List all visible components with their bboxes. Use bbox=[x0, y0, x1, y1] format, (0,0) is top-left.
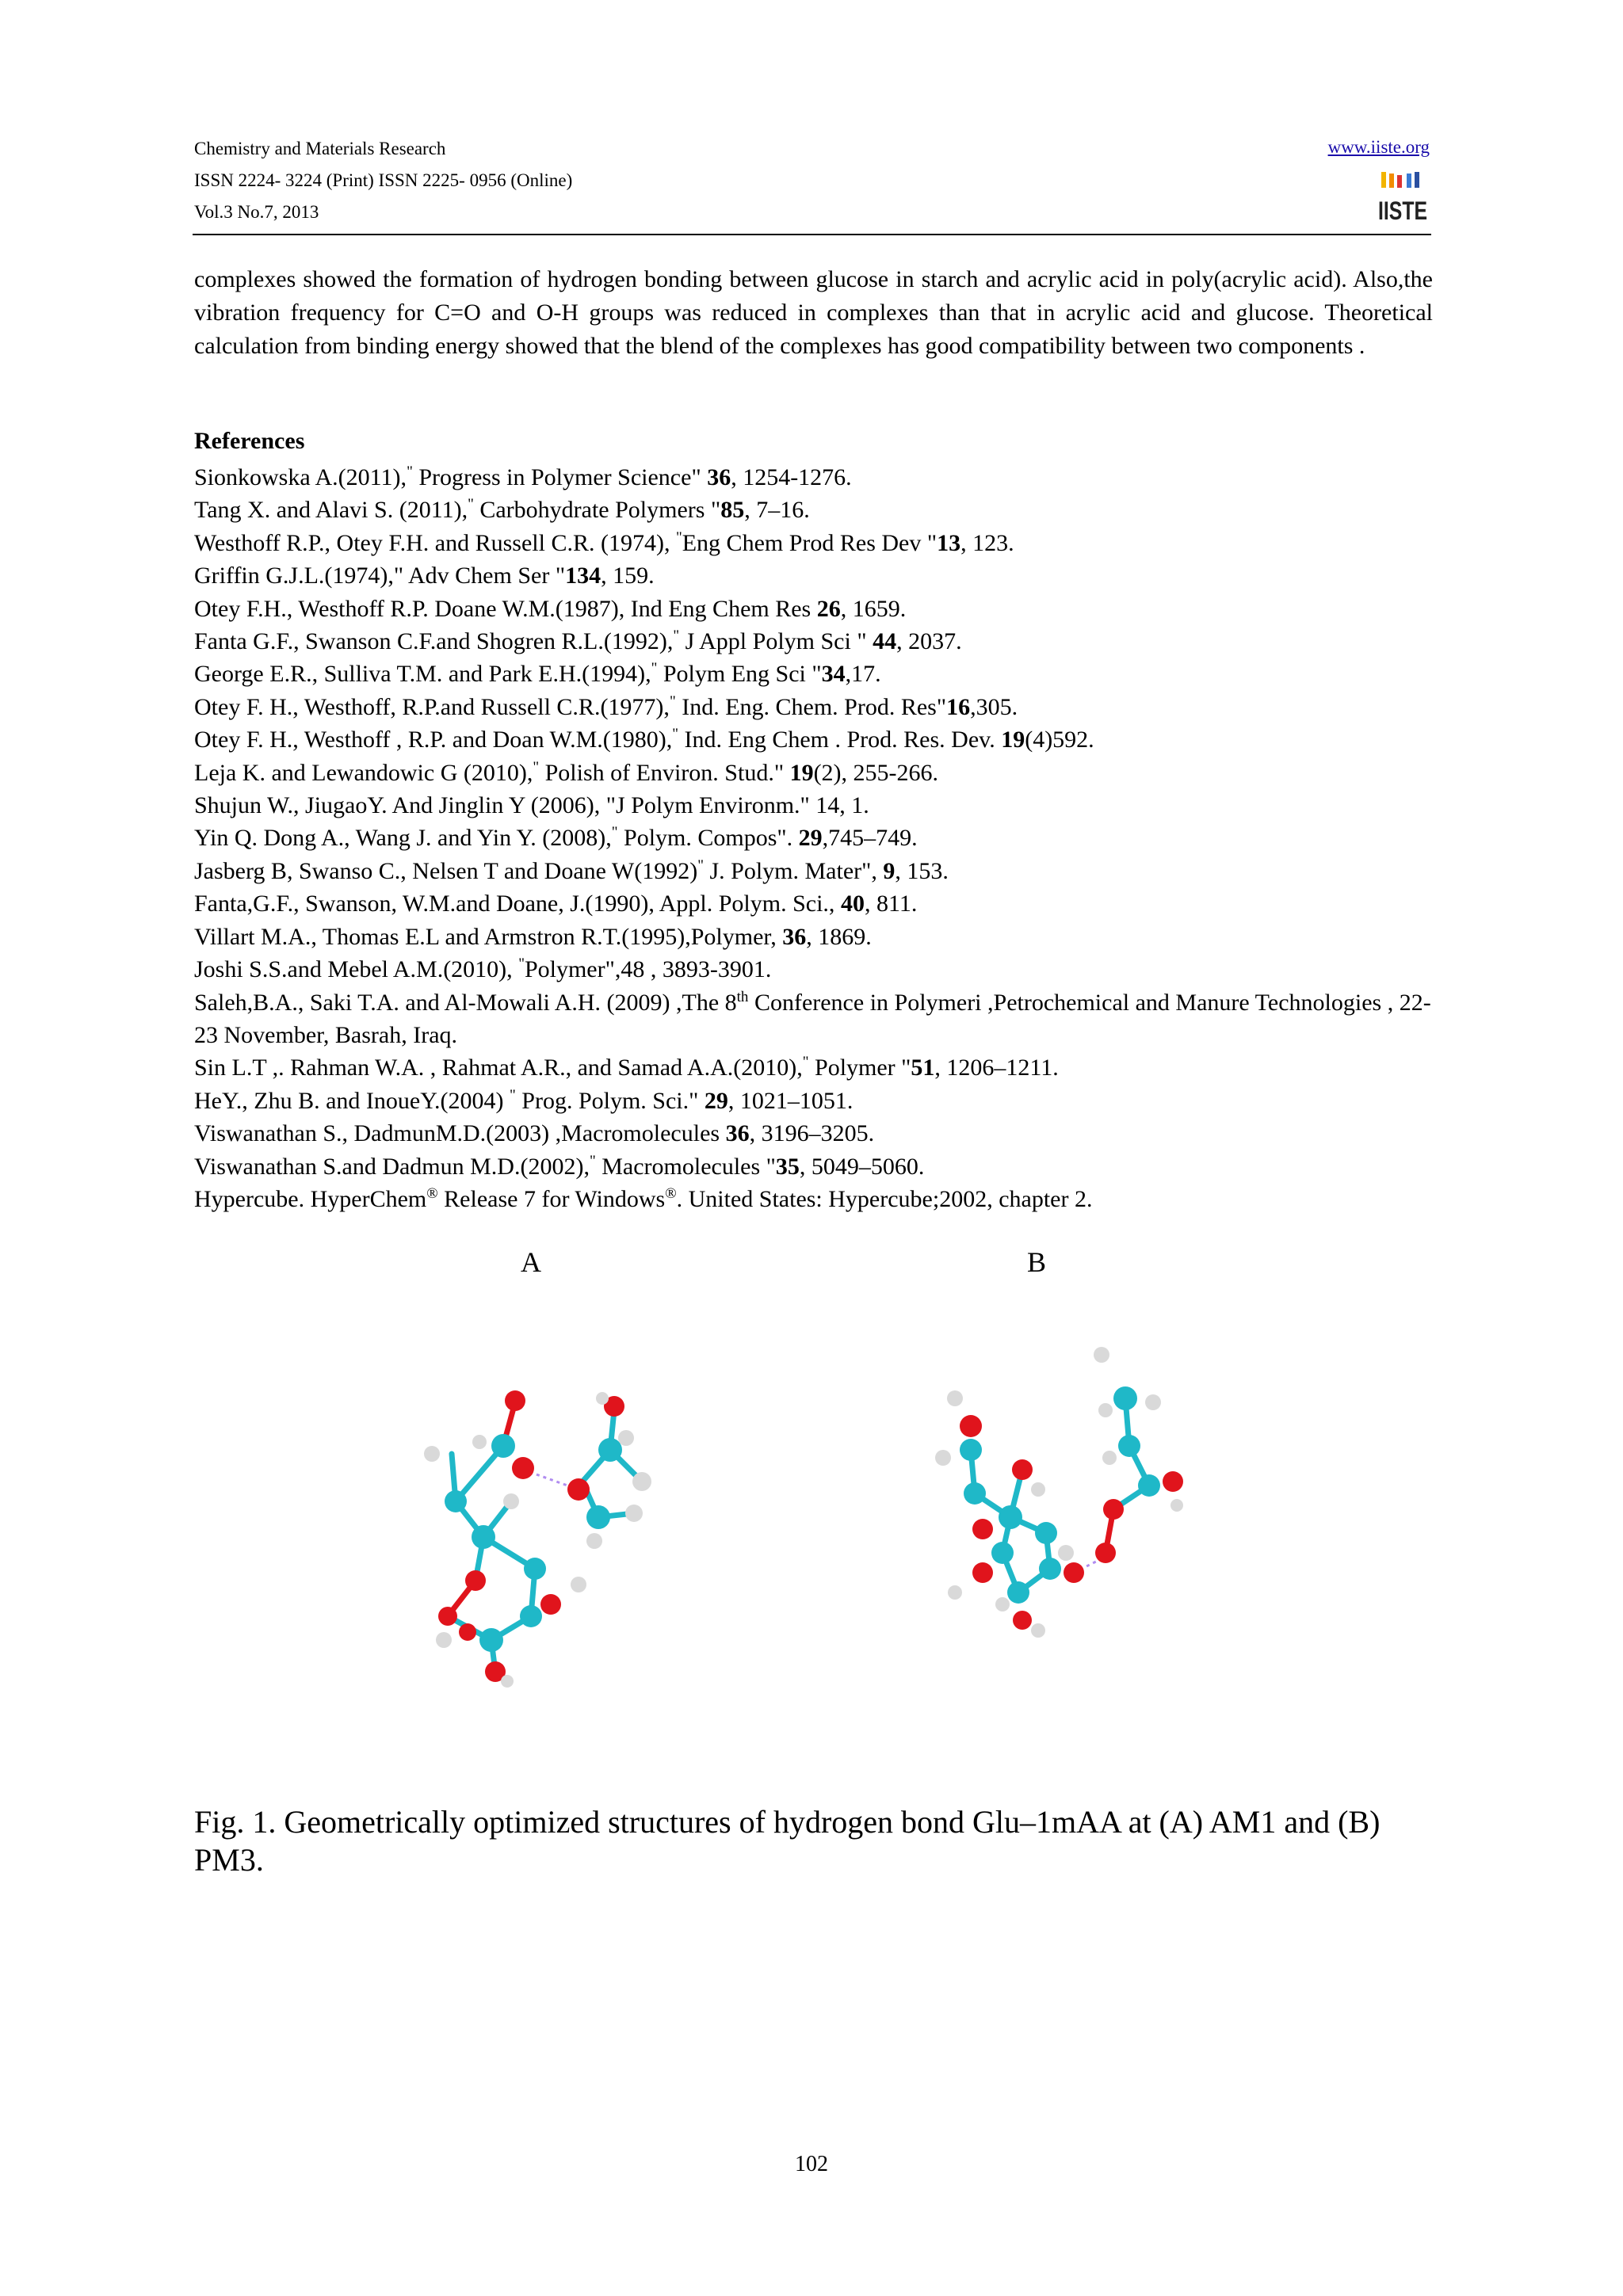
ref-bold: 85 bbox=[720, 497, 745, 524]
ref-post: , 159. bbox=[601, 563, 655, 589]
reference-item bbox=[194, 855, 1438, 887]
references-heading: References bbox=[194, 428, 305, 454]
ref-post: , 1254-1276. bbox=[731, 464, 852, 490]
ref-bold: 13 bbox=[937, 529, 961, 556]
ref-post: ,17. bbox=[845, 661, 881, 688]
ref-post: (2), 255-266. bbox=[813, 759, 939, 786]
ref-post: . United States: Hypercube;2002, chapter 2. bbox=[676, 1185, 1093, 1212]
ref-post: , 1021–1051. bbox=[727, 1087, 854, 1114]
ref-sup: " bbox=[407, 463, 413, 480]
reference-item bbox=[194, 1117, 1438, 1150]
ref-bold: 36 bbox=[725, 1120, 750, 1147]
ref-pre: HeY., Zhu B. and InoueY.(2004) bbox=[194, 1087, 510, 1114]
references-list bbox=[194, 461, 1438, 1215]
ref-pre: Tang X. and Alavi S. (2011), bbox=[194, 497, 468, 524]
reference-item bbox=[194, 887, 1438, 920]
bonds bbox=[971, 1398, 1149, 1592]
ref-pre: Fanta,G.F., Swanson, W.M.and Doane, J.(1990), Appl. Polym. Sci., bbox=[194, 891, 841, 917]
ref-title: Polish of Environ. Stud." bbox=[539, 759, 790, 786]
ref-mid: " bbox=[691, 464, 708, 490]
reference-item bbox=[194, 757, 1438, 789]
ref-post: (4)592. bbox=[1025, 727, 1094, 753]
ref-bold: 29 bbox=[704, 1087, 728, 1114]
reference-item bbox=[194, 1085, 1438, 1117]
reference-item bbox=[194, 658, 1438, 690]
ref-post: , 811. bbox=[864, 891, 918, 917]
reference-item bbox=[194, 723, 1438, 756]
reference-item bbox=[194, 559, 1438, 592]
reference-item bbox=[194, 1150, 1438, 1183]
ref-sup: " bbox=[468, 496, 474, 513]
ref-bold: 44 bbox=[873, 628, 897, 655]
ref-pre: Fanta G.F., Swanson C.F.and Shogren R.L.(1992), bbox=[194, 628, 674, 655]
ref-title: Polymer",48 , 3893-3901. bbox=[524, 956, 772, 983]
volume-line: Vol.3 No.7, 2013 bbox=[194, 202, 319, 222]
atoms bbox=[424, 1390, 651, 1688]
ref-title: Polym Eng Sci " bbox=[657, 661, 822, 688]
ref-title: Ind. Eng Chem . Prod. Res. Dev. bbox=[678, 727, 1002, 753]
ref-pre: Otey F.H., Westhoff R.P. Doane W.M.(1987), Ind Eng Chem Res bbox=[194, 595, 817, 622]
ref-title: Ind. Eng. Chem. Prod. Res" bbox=[675, 693, 947, 720]
ref-sup: " bbox=[675, 528, 682, 546]
ref-bold: 51 bbox=[911, 1055, 935, 1081]
ref-post: , 3196–3205. bbox=[749, 1120, 875, 1147]
ref-pre: Joshi S.S.and Mebel A.M.(2010), bbox=[194, 956, 519, 983]
ref-post: , 2037. bbox=[896, 628, 962, 655]
ref-pre: Villart M.A., Thomas E.L and Armstron R.T.(1995),Polymer, bbox=[194, 923, 783, 950]
ref-bold: 19 bbox=[789, 759, 814, 786]
ref-post: , 1659. bbox=[840, 595, 907, 622]
ref-post: , 7–16. bbox=[744, 497, 810, 524]
ref-bold: 26 bbox=[816, 595, 841, 622]
reference-item bbox=[194, 953, 1438, 986]
ref-post: ,745–749. bbox=[822, 825, 918, 852]
figure-label-b: B bbox=[1027, 1246, 1047, 1278]
reference-item bbox=[194, 527, 1438, 559]
reference-item bbox=[194, 593, 1438, 625]
ref-sup: " bbox=[518, 955, 525, 973]
ref-title: Release 7 for Windows bbox=[437, 1185, 666, 1212]
ref-bold: 19 bbox=[1001, 727, 1025, 753]
ref-title: Polymer " bbox=[808, 1055, 911, 1081]
ref-title: J. Polym. Mater", bbox=[703, 857, 884, 884]
ref-bold: 36 bbox=[707, 464, 731, 490]
ref-sup: " bbox=[589, 1152, 596, 1169]
ref-title: Progress in Polymer Science bbox=[412, 464, 692, 490]
ref-sup: " bbox=[673, 627, 680, 645]
ref-title: Eng Chem Prod Res Dev " bbox=[682, 529, 938, 556]
ref-bold: 35 bbox=[775, 1153, 800, 1180]
ref-title: Carbohydrate Polymers " bbox=[473, 497, 721, 524]
issn-line: ISSN 2224- 3224 (Print) ISSN 2225- 0956 (Online) bbox=[194, 170, 573, 190]
ref-sup: " bbox=[510, 1086, 516, 1104]
ref-post: , 1869. bbox=[806, 923, 872, 950]
reference-item bbox=[194, 822, 1438, 854]
ref-pre: Griffin G.J.L.(1974)," Adv Chem Ser " bbox=[194, 563, 566, 589]
ref-title: J Appl Polym Sci " bbox=[679, 628, 873, 655]
ref-bold: 9 bbox=[883, 857, 896, 884]
ref-pre: Shujun W., JiugaoY. And Jinglin Y (2006), "J Polym Environm." 14, 1. bbox=[194, 792, 869, 819]
ref-pre: George E.R., Sulliva T.M. and Park E.H.(1994), bbox=[194, 661, 651, 688]
abstract-paragraph: complexes showed the formation of hydrogen bonding between glucose in starch and acrylic acid in poly(acrylic acid). Also,the vibration frequency for C=O and O-H groups was reduced in complexes than that in acrylic acid and glucose. Theoretical calculation from binding energy showed that the blend of the complexes has good compatibility between two components . bbox=[194, 266, 1433, 359]
logo-text: IISTE bbox=[1378, 196, 1427, 225]
ref-pre: Leja K. and Lewandowic G (2010), bbox=[194, 759, 533, 786]
page-number: 102 bbox=[795, 2152, 828, 2176]
ref-pre: Sin L.T ,. Rahman W.A. , Rahmat A.R., and Samad A.A.(2010), bbox=[194, 1055, 803, 1081]
molecule-structure-b bbox=[911, 1323, 1181, 1656]
iiste-logo bbox=[1375, 169, 1430, 226]
ref-pre: Viswanathan S., DadmunM.D.(2003) ,Macromolecules bbox=[194, 1120, 726, 1147]
reference-item bbox=[194, 461, 1438, 494]
journal-url-link[interactable]: www.iiste.org bbox=[1327, 137, 1430, 157]
ref-sup: ® bbox=[426, 1184, 438, 1202]
ref-sup: " bbox=[651, 660, 658, 677]
ref-sup: " bbox=[697, 856, 704, 874]
figure-label-a: A bbox=[521, 1246, 541, 1278]
reference-item bbox=[194, 1051, 1438, 1084]
ref-bold: 134 bbox=[565, 563, 601, 589]
reference-item bbox=[194, 691, 1438, 723]
ref-bold: 16 bbox=[946, 693, 971, 720]
reference-item bbox=[194, 625, 1438, 658]
reference-item bbox=[194, 921, 1438, 953]
ref-pre: Sionkowska A.(2011), bbox=[194, 464, 407, 490]
ref-mid: ® bbox=[665, 1184, 677, 1202]
ref-pre: Hypercube. HyperChem bbox=[194, 1185, 427, 1212]
ref-bold: 29 bbox=[798, 825, 823, 852]
ref-title: Prog. Polym. Sci." bbox=[515, 1087, 705, 1114]
reference-item bbox=[194, 986, 1438, 1052]
ref-sup: " bbox=[669, 692, 676, 710]
ref-post: , 5049–5060. bbox=[799, 1153, 925, 1180]
ref-bold: 40 bbox=[840, 891, 865, 917]
ref-post: , 153. bbox=[895, 857, 949, 884]
ref-sup: " bbox=[533, 758, 540, 776]
ref-post: , 1206–1211. bbox=[934, 1055, 1059, 1081]
ref-sup: " bbox=[672, 726, 679, 743]
ref-pre: Yin Q. Dong A., Wang J. and Yin Y. (2008), bbox=[194, 825, 612, 852]
reference-item bbox=[194, 789, 1438, 822]
molecule-structure-a bbox=[380, 1371, 713, 1688]
journal-name: Chemistry and Materials Research bbox=[194, 139, 446, 158]
ref-title: Polym. Compos". bbox=[617, 825, 799, 852]
ref-bold: 34 bbox=[821, 661, 846, 688]
ref-title: Conference in Polymeri ,Petrochemical and Manure Technologies , 22-23 November, Basrah, Iraq. bbox=[194, 989, 1431, 1048]
ref-post: ,305. bbox=[970, 693, 1018, 720]
ref-pre: Saleh,B.A., Saki T.A. and Al-Mowali A.H. (2009) ,The 8 bbox=[194, 989, 737, 1016]
atoms bbox=[935, 1347, 1183, 1638]
ref-post: , 123. bbox=[960, 529, 1014, 556]
figure-caption: Fig. 1. Geometrically optimized structures of hydrogen bond Glu–1mAA at (A) AM1 and (B) PM3. bbox=[194, 1804, 1381, 1878]
ref-pre: Otey F. H., Westhoff , R.P. and Doan W.M.(1980), bbox=[194, 727, 673, 753]
ref-sup: " bbox=[802, 1054, 809, 1071]
ref-pre: Jasberg B, Swanso C., Nelsen T and Doane W(1992) bbox=[194, 857, 698, 884]
ref-pre: Otey F. H., Westhoff, R.P.and Russell C.R.(1977), bbox=[194, 693, 670, 720]
reference-item bbox=[194, 494, 1438, 526]
header-rule bbox=[193, 234, 1431, 235]
ref-pre: Viswanathan S.and Dadmun M.D.(2002), bbox=[194, 1153, 590, 1180]
ref-sup: " bbox=[611, 824, 618, 841]
ref-pre: Westhoff R.P., Otey F.H. and Russell C.R. (1974), bbox=[194, 529, 676, 556]
ref-bold: 36 bbox=[782, 923, 807, 950]
ref-title: Macromolecules " bbox=[595, 1153, 776, 1180]
reference-item bbox=[194, 1183, 1438, 1215]
ref-sup: th bbox=[736, 988, 749, 1005]
